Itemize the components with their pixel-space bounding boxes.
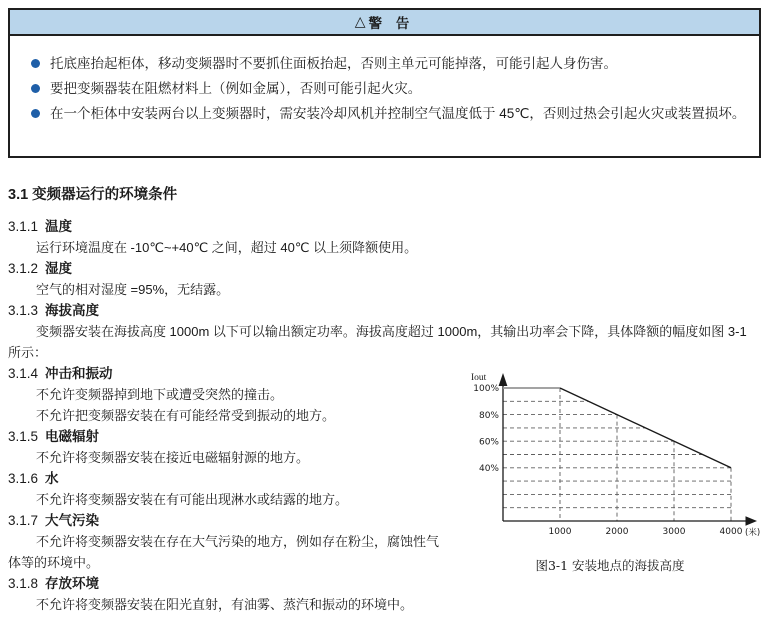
warning-title: 警 告 [368, 16, 415, 31]
subsection-term: 电磁辐射 [45, 429, 100, 444]
bullet-dot-icon [31, 59, 40, 68]
section-title: 3.1 变频器运行的环境条件 [8, 187, 178, 203]
svg-text:3000: 3000 [662, 527, 686, 537]
subsection-term: 大气污染 [45, 513, 100, 528]
subsection-paragraph: 不允许将变频器安装在接近电磁辐射源的地方。 [35, 450, 309, 465]
subsection-term: 温度 [45, 219, 73, 234]
subsection-term: 湿度 [45, 261, 73, 276]
altitude-derating-figure [459, 365, 761, 574]
svg-text:60%: 60% [478, 437, 499, 448]
svg-text:1000: 1000 [548, 527, 572, 537]
subsection-number: 3.1.7 [8, 513, 39, 528]
subsection-number: 3.1.5 [8, 429, 39, 444]
bullet-dot-icon [31, 109, 40, 118]
subsection [8, 300, 761, 363]
figure-caption: 图3-1 安装地点的海拔高度 [535, 558, 685, 573]
warning-item-text: 托底座抬起柜体，移动变频器时不要抓住面板抬起，否则主单元可能掉落，可能引起人身伤害。 [50, 56, 617, 71]
warning-item [23, 51, 747, 76]
warning-item [23, 76, 747, 101]
svg-text:2000: 2000 [605, 527, 629, 537]
subsection-number: 3.1.3 [8, 303, 39, 318]
subsection-number: 3.1.2 [8, 261, 39, 276]
subsection-number: 3.1.8 [8, 576, 39, 591]
warning-item [23, 101, 747, 126]
subsection-term: 冲击和振动 [45, 366, 113, 381]
svg-text:100%: 100% [473, 384, 499, 395]
subsection-paragraph: 变频器安装在海拔高度 1000m 以下可以输出额定功率。海拔高度超过 1000m，其输出功率会下降，具体降额的幅度如图 3-1 所示： [8, 324, 747, 360]
warning-header [10, 10, 759, 36]
svg-text:Iout: Iout [471, 373, 487, 383]
subsection-paragraph: 空气的相对湿度 =95%，无结露。 [35, 282, 230, 297]
subsections-with-figure [8, 363, 761, 615]
altitude-derating-chart [459, 365, 761, 551]
subsection-paragraph: 不允许将变频器安装在有可能出现淋水或结露的地方。 [35, 492, 348, 507]
subsection-paragraph: 运行环境温度在 -10℃~+40℃ 之间，超过 40℃ 以上须降额使用。 [35, 240, 418, 255]
svg-text:(米): (米) [745, 528, 761, 538]
subsection-paragraph: 不允许将变频器安装在存在大气污染的地方，例如存在粉尘，腐蚀性气体等的环境中。 [8, 534, 439, 570]
warning-body [10, 36, 759, 126]
section-content [0, 183, 769, 615]
subsection-term: 海拔高度 [45, 303, 100, 318]
subsection-term: 水 [45, 471, 59, 486]
svg-text:80%: 80% [478, 410, 499, 421]
warning-item-text: 在一个柜体中安装两台以上变频器时，需安装冷却风机并控制空气温度低于 45℃，否则过热会引起火灾或装置损坏。 [50, 106, 746, 121]
subsection-number: 3.1.1 [8, 219, 39, 234]
bullet-dot-icon [31, 84, 40, 93]
subsection [8, 573, 761, 615]
subsection-paragraph: 不允许变频器掉到地下或遭受突然的撞击。 [35, 387, 283, 402]
subsection-paragraph: 不允许将变频器安装在阳光直射，有油雾、蒸汽和振动的环境中。 [35, 597, 413, 612]
subsection-paragraph: 不允许把变频器安装在有可能经常受到振动的地方。 [35, 408, 335, 423]
subsection-heading [8, 216, 761, 237]
subsection-heading [8, 573, 761, 594]
warning-item-text: 要把变频器装在阻燃材料上（例如金属），否则可能引起火灾。 [50, 81, 422, 96]
svg-text:40%: 40% [478, 464, 499, 474]
warning-box [8, 8, 761, 158]
warning-triangle-icon: △ [354, 12, 366, 29]
subsection [8, 216, 761, 258]
subsection-number: 3.1.6 [8, 471, 39, 486]
subsection-number: 3.1.4 [8, 366, 39, 381]
subsection-heading [8, 258, 761, 279]
subsection-heading [8, 300, 761, 321]
subsection [8, 258, 761, 300]
svg-text:4000: 4000 [719, 527, 743, 537]
subsection-term: 存放环境 [45, 576, 100, 591]
subsections-full-width [8, 216, 761, 363]
